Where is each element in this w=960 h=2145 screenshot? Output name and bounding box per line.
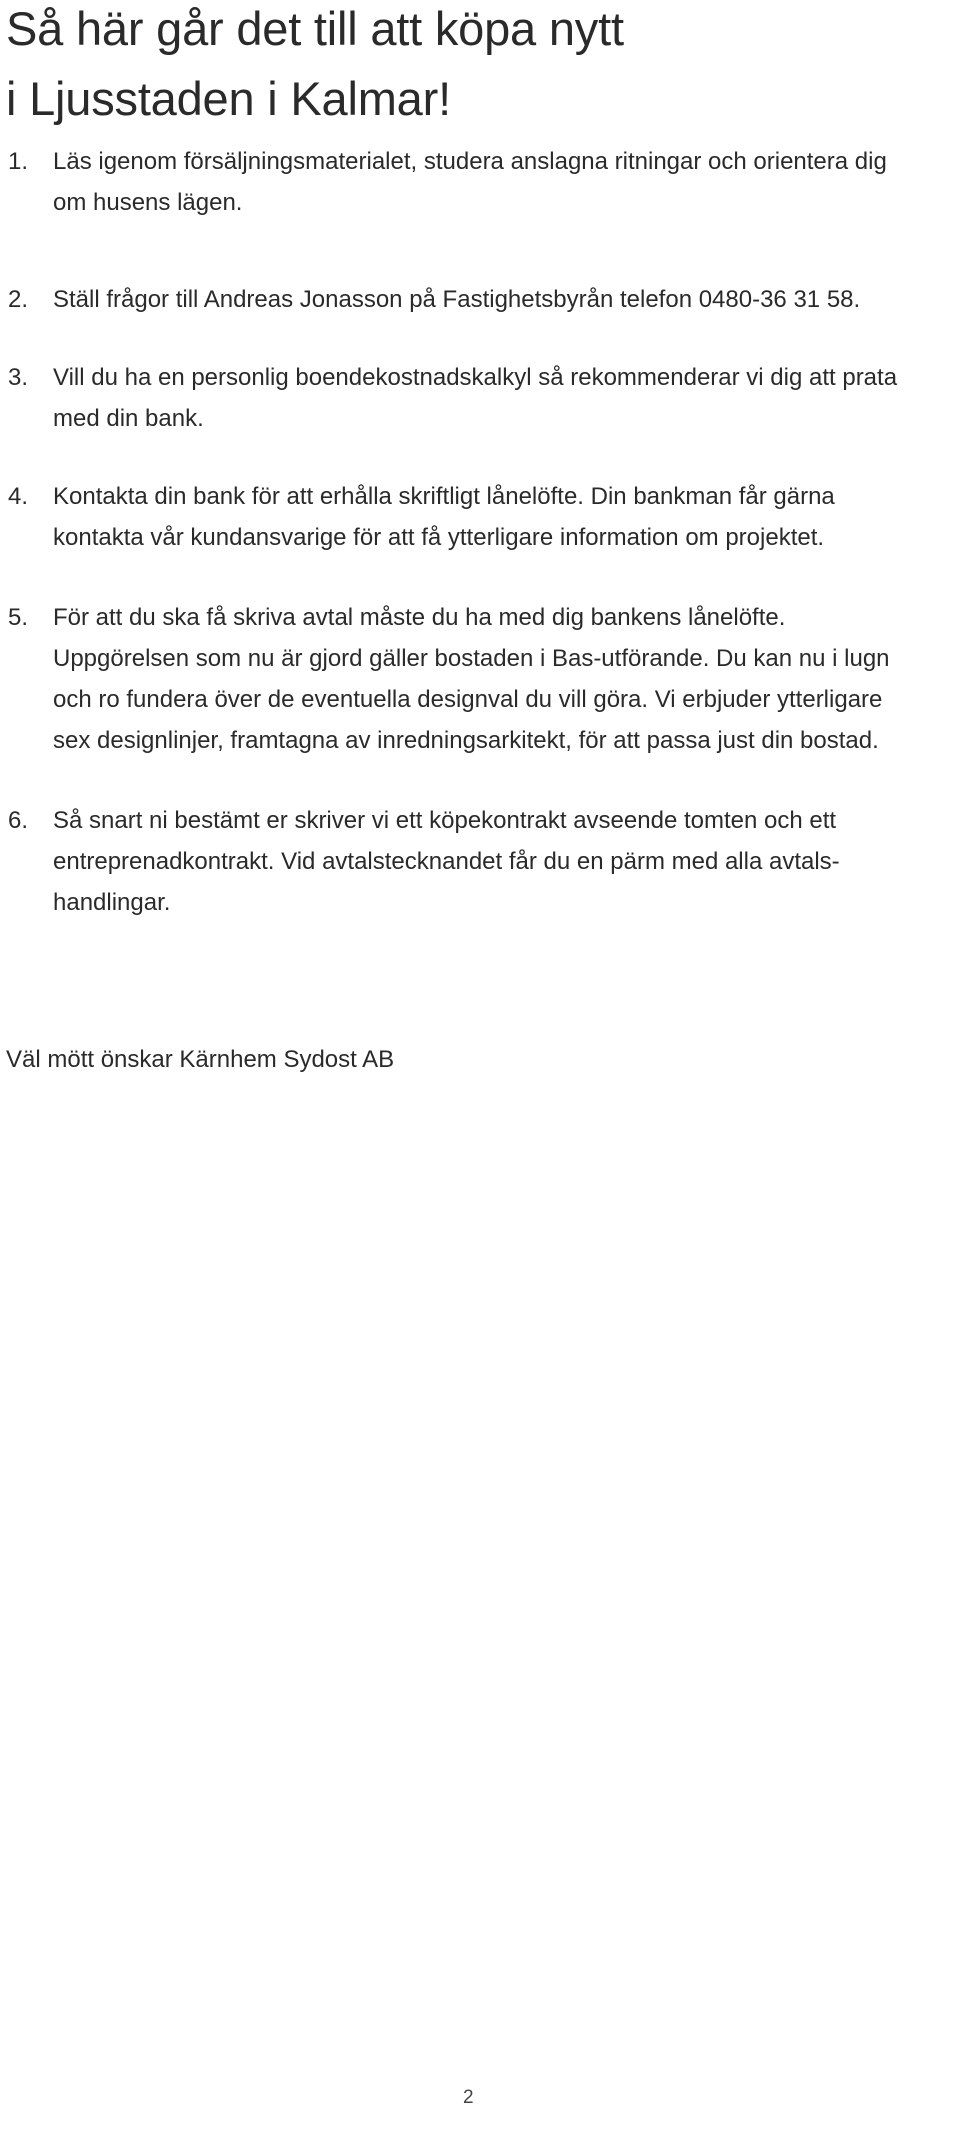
step-text-line: om husens lägen. (53, 189, 243, 216)
step-text-line: Så snart ni bestämt er skriver vi ett köpekontrakt avseende tomten och ett (53, 807, 837, 834)
step-text-line: kontakta vår kundansvarige för att få ytterligare information om projektet. (53, 524, 825, 551)
page-title (6, 0, 624, 134)
step-number: 4. (8, 483, 29, 510)
step-text-line: Vill du ha en personlig boendekostnadskalkyl så rekommenderar vi dig att prata (53, 364, 898, 391)
step-number: 2. (8, 286, 29, 313)
step-text (53, 476, 953, 558)
step-text-line: Ställ frågor till Andreas Jonasson på Fastighetsbyrån telefon 0480-36 31 58. (53, 286, 861, 313)
step-text-line: sex designlinjer, framtagna av inredningsarkitekt, för att passa just din bostad. (53, 727, 879, 754)
step-text-line: Uppgörelsen som nu är gjord gäller bostaden i Bas-utförande. Du kan nu i lugn (53, 645, 890, 672)
title-line: i Ljusstaden i Kalmar! (6, 72, 451, 125)
step-text-line: med din bank. (53, 405, 204, 432)
step-number: 6. (8, 807, 29, 834)
step-text-line: och ro fundera över de eventuella designval du vill göra. Vi erbjuder ytterligare (53, 686, 883, 713)
step-text-line: handlingar. (53, 889, 171, 916)
step-text-line: Läs igenom försäljningsmaterialet, studera anslagna ritningar och orientera dig (53, 148, 887, 175)
step-text (53, 357, 953, 439)
step-text-line: Kontakta din bank för att erhålla skriftligt lånelöfte. Din bankman får gärna (53, 483, 835, 510)
step-text (53, 597, 953, 761)
step-text (53, 800, 953, 923)
title-line: Så här går det till att köpa nytt (6, 2, 624, 55)
step-text (53, 279, 953, 320)
step-text-line: entreprenadkontrakt. Vid avtalstecknandet får du en pärm med alla avtals- (53, 848, 840, 875)
step-number: 5. (8, 604, 29, 631)
step-text (53, 141, 953, 223)
step-text-line: För att du ska få skriva avtal måste du ha med dig bankens lånelöfte. (53, 604, 786, 631)
closing-greeting: Väl mött önskar Kärnhem Sydost AB (6, 1046, 395, 1073)
step-number: 1. (8, 148, 29, 175)
page-number: 2 (463, 2087, 474, 2108)
step-number: 3. (8, 364, 29, 391)
